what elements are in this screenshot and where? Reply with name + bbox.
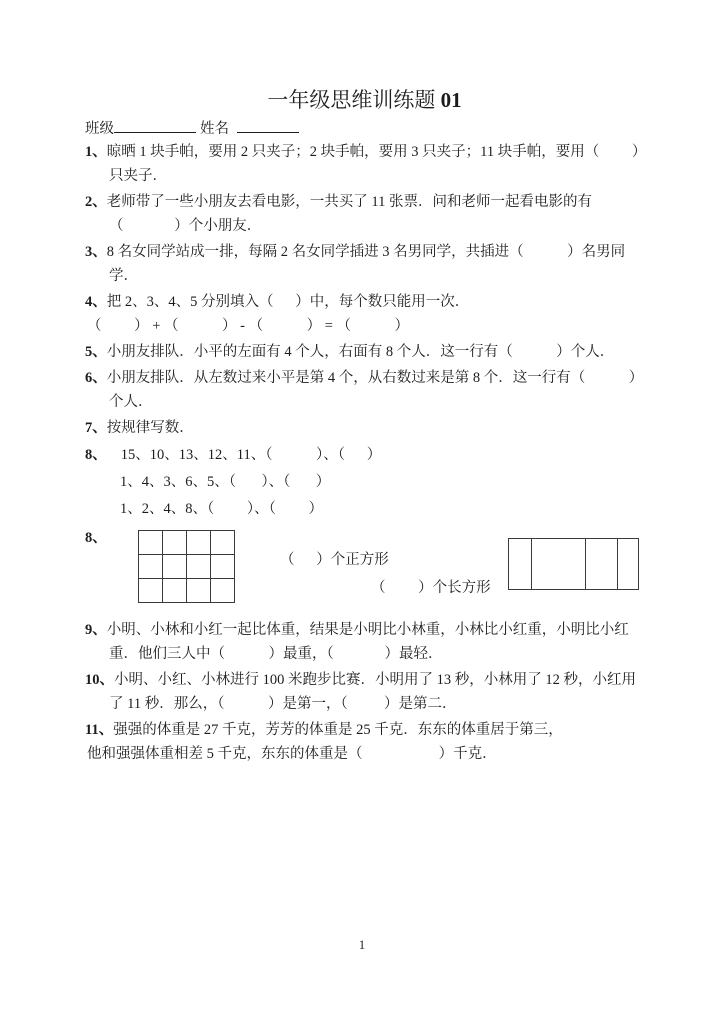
question-text: 只夹子．: [109, 168, 167, 184]
question-2: [85, 190, 644, 238]
rectangle-segment: [618, 539, 638, 589]
question-number: 2、: [85, 194, 107, 210]
equation-blanks: （ ） + （ ） - （ ） = （ ）: [87, 318, 410, 334]
question-text: 小朋友排队．小平的左面有 4 个人，右面有 8 个人．这一行有（ ）个人．: [106, 344, 615, 360]
question-text: 老师带了一些小朋友去看电影，一共买了 11 张票．问和老师一起看电影的有: [106, 194, 592, 210]
question-text: 小明、小林和小红一起比体重，结果是小明比小林重，小林比小红重，小明比小红: [106, 622, 629, 638]
question-text: 他和强强体重相差 5 千克，东东的体重是（ ）千克．: [87, 746, 497, 762]
question-number: 11、: [85, 722, 114, 738]
grid-cell: [187, 531, 211, 555]
question-text: 重．他们三人中（ ）最重，（ ）最轻．: [109, 646, 443, 662]
question-text: 学．: [109, 268, 138, 284]
name-blank-line: [237, 118, 299, 133]
title-number: 01: [440, 88, 462, 112]
rectangle-segment: [586, 539, 618, 589]
grid-cell: [187, 579, 211, 603]
question-number: 4、: [85, 294, 107, 310]
grid-cell: [187, 555, 211, 579]
question-text: 个人．: [109, 394, 153, 410]
question-number: 8、: [85, 447, 107, 463]
square-count-label: （ ）个正方形: [280, 552, 389, 568]
square-grid-figure: [138, 530, 235, 603]
rectangle-count-label: （ ）个长方形: [371, 580, 491, 596]
question-number: 6、: [85, 370, 107, 386]
question-text: 按规律写数．: [106, 420, 194, 436]
question-7: [85, 416, 644, 440]
class-label: 班级: [85, 121, 114, 137]
question-8-shapes: [85, 526, 644, 612]
question-6: [85, 366, 644, 414]
question-text: 强强的体重是 27 千克，芳芳的体重是 25 千克．东东的体重居于第三，: [113, 722, 563, 738]
question-text: 晾晒 1 块手帕，要用 2 只夹子；2 块手帕，要用 3 只夹子；11 块手帕，要用（ ）: [106, 144, 647, 160]
name-label: 姓名: [200, 121, 229, 137]
page-title: [85, 86, 644, 114]
grid-cell: [163, 555, 187, 579]
class-blank-line: [114, 118, 196, 133]
grid-cell: [211, 579, 235, 603]
number-sequence: 1、2、4、8、（ ）、（ ）: [120, 501, 323, 517]
question-number: 9、: [85, 622, 107, 638]
question-1: [85, 140, 647, 188]
question-number: 1、: [85, 144, 107, 160]
question-5: [85, 340, 644, 364]
grid-cell: [139, 579, 163, 603]
number-sequence: 1、4、3、6、5、（ ）、（ ）: [120, 474, 331, 490]
grid-cell: [163, 579, 187, 603]
segmented-rectangle-figure: [508, 538, 639, 590]
question-text: 小朋友排队．从左数过来小平是第 4 个，从右数过来是第 8 个．这一行有（ ）: [106, 370, 644, 386]
rectangle-segment: [509, 539, 532, 589]
name-class-header: [85, 118, 644, 140]
question-number: 8、: [85, 530, 107, 546]
number-sequence: 15、10、13、12、11、（ ）、（ ）: [120, 447, 382, 463]
page-number: 1: [358, 938, 366, 952]
question-number: 7、: [85, 420, 107, 436]
grid-cell: [139, 555, 163, 579]
grid-cell: [139, 531, 163, 555]
question-8-sequences: [85, 442, 644, 523]
question-10: [85, 668, 644, 716]
question-4: [85, 290, 644, 338]
question-text: 把 2、3、4、5 分别填入（ ）中，每个数只能用一次．: [106, 294, 470, 310]
grid-cell: [163, 531, 187, 555]
grid-cell: [211, 531, 235, 555]
question-number: 10、: [85, 672, 114, 688]
question-text: 小明、小红、小林进行 100 米跑步比赛．小明用了 13 秒，小林用了 12 秒，小红用: [114, 672, 636, 688]
question-number: 5、: [85, 344, 107, 360]
question-number: 3、: [85, 244, 107, 260]
question-text: 了 11 秒．那么，（ ）是第一，（ ）是第二．: [109, 696, 457, 712]
title-text: 一年级思维训练题: [267, 88, 441, 112]
question-text: 8 名女同学站成一排，每隔 2 名女同学插进 3 名男同学，共插进（ ）名男同: [106, 244, 626, 260]
question-3: [85, 240, 644, 288]
question-text: （ ）个小朋友．: [109, 218, 262, 234]
question-9: [85, 618, 644, 666]
rectangle-segment: [532, 539, 587, 589]
question-11: [85, 718, 644, 766]
grid-cell: [211, 555, 235, 579]
